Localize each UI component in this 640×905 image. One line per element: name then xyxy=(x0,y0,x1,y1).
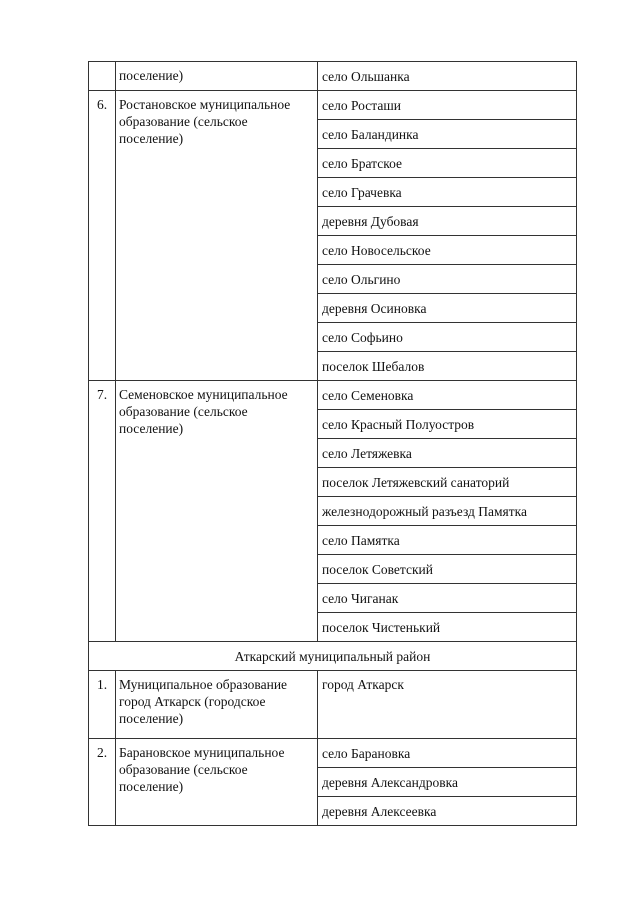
row-number: 7. xyxy=(89,381,116,642)
settlement-name: село Памятка xyxy=(318,526,577,555)
settlement-name: село Семеновка xyxy=(318,381,577,410)
settlement-name: деревня Алексеевка xyxy=(318,797,577,826)
settlement-name: село Росташи xyxy=(318,91,577,120)
settlements-table xyxy=(88,61,577,826)
row-number: 1. xyxy=(89,671,116,739)
district-title: Аткарский муниципальный район xyxy=(89,642,577,671)
municipality-name: Барановское муниципальное образование (сельское поселение) xyxy=(116,739,318,826)
table-row xyxy=(89,739,577,768)
table-row xyxy=(89,62,577,91)
settlement-name: поселок Летяжевский санаторий xyxy=(318,468,577,497)
settlement-name: село Красный Полуостров xyxy=(318,410,577,439)
row-number: 2. xyxy=(89,739,116,826)
settlement-name: село Братское xyxy=(318,149,577,178)
municipality-name: Муниципальное образование город Аткарск (городское поселение) xyxy=(116,671,318,739)
settlement-name: село Летяжевка xyxy=(318,439,577,468)
settlement-name: деревня Осиновка xyxy=(318,294,577,323)
settlement-name: деревня Александровка xyxy=(318,768,577,797)
settlement-name: село Барановка xyxy=(318,739,577,768)
settlement-name: село Новосельское xyxy=(318,236,577,265)
settlement-name: село Ольгино xyxy=(318,265,577,294)
settlement-name: поселок Чистенький xyxy=(318,613,577,642)
settlement-name: поселок Шебалов xyxy=(318,352,577,381)
municipality-name: поселение) xyxy=(116,62,318,91)
settlement-name: село Ольшанка xyxy=(318,62,577,91)
settlement-name: село Баландинка xyxy=(318,120,577,149)
row-number xyxy=(89,62,116,91)
settlement-name: село Софьино xyxy=(318,323,577,352)
municipality-name: Семеновское муниципальное образование (сельское поселение) xyxy=(116,381,318,642)
settlement-name: деревня Дубовая xyxy=(318,207,577,236)
row-number: 6. xyxy=(89,91,116,381)
table-row xyxy=(89,381,577,410)
settlement-name: поселок Советский xyxy=(318,555,577,584)
table-row xyxy=(89,91,577,120)
settlement-name: село Чиганак xyxy=(318,584,577,613)
municipality-name: Ростановское муниципальное образование (сельское поселение) xyxy=(116,91,318,381)
district-row xyxy=(89,642,577,671)
table-row xyxy=(89,671,577,739)
settlement-name: село Грачевка xyxy=(318,178,577,207)
settlement-name: город Аткарск xyxy=(318,671,577,739)
settlement-name: железнодорожный разъезд Памятка xyxy=(318,497,577,526)
